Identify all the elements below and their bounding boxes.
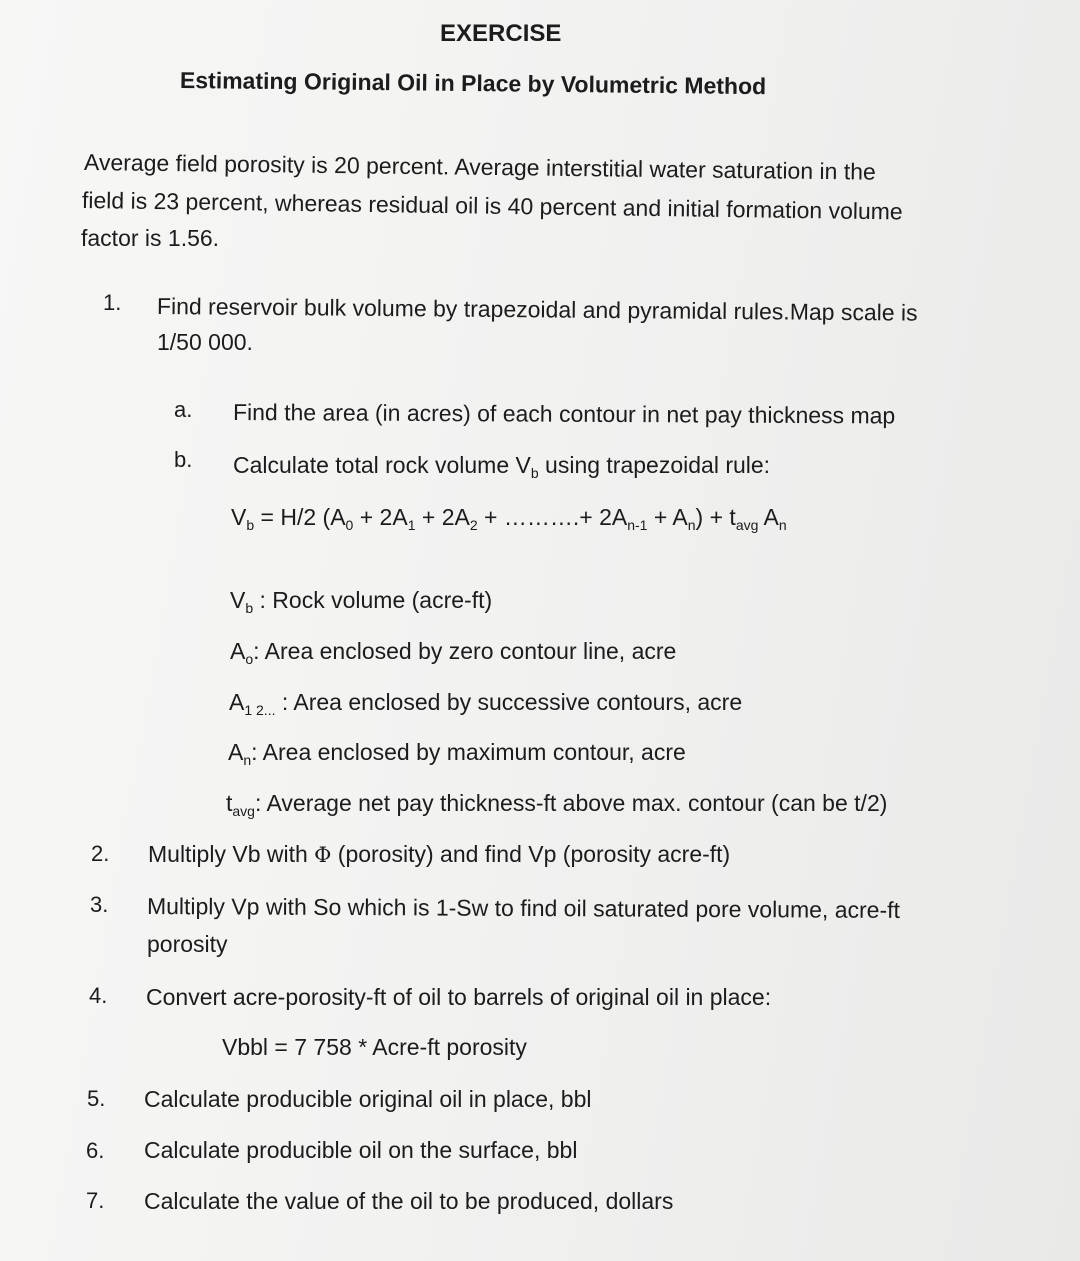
item-number: 6. <box>86 1138 105 1163</box>
item-number: 7. <box>86 1188 105 1213</box>
item-number: 5. <box>87 1086 106 1111</box>
intro-line: factor is 1.56. <box>81 225 220 251</box>
question-text: Multiply Vb with Φ (porosity) and find Vp (porosity acre-ft) <box>148 841 731 867</box>
question-text: Calculate the value of the oil to be produced, dollars <box>144 1188 674 1214</box>
item-number: 1. <box>103 290 122 315</box>
question-text: Convert acre-porosity-ft of oil to barrels of original oil in place: <box>146 984 772 1010</box>
question-text: porosity <box>147 931 228 957</box>
definition-line: $V_b$ : Rock volume (acre-ft) <box>230 587 493 616</box>
intro-line: field is 23 percent, whereas residual oil is 40 percent and initial formation volume <box>81 187 903 225</box>
question-text: Calculate total rock volume $V_b$ using trapezoidal rule: <box>233 452 771 481</box>
item-letter: b. <box>174 447 193 472</box>
phi-symbol: Φ <box>314 843 332 867</box>
definition-line: $A_n$: Area enclosed by maximum contour, acre <box>228 739 686 768</box>
conversion-formula: Vbbl = 7 758 * Acre-ft porosity <box>222 1034 527 1060</box>
question-text: 1/50 000. <box>157 329 253 355</box>
intro-line: Average field porosity is 20 percent. Average interstitial water saturation in the <box>83 149 876 185</box>
trapezoidal-formula: $V_b = H/2$ ($A_0 + 2A_1 + 2A_2$ + ……….+ $2A_{n-1} + A_n) + t_{avg}$ $A_n$ <box>231 504 787 533</box>
item-number: 2. <box>91 841 110 866</box>
question-text: Find reservoir bulk volume by trapezoidal and pyramidal rules.Map scale is <box>156 293 918 326</box>
item-number: 3. <box>90 892 109 917</box>
question-text: Find the area (in acres) of each contour in net pay thickness map <box>232 399 896 429</box>
item-letter: a. <box>174 397 193 422</box>
question-text: Multiply Vp with So which is 1-Sw to find oil saturated pore volume, acre-ft <box>146 893 900 923</box>
definition-line: $A_o$: Area enclosed by zero contour line, acre <box>230 638 677 667</box>
definition-line: $A_{1 2...}$ : Area enclosed by successive contours, acre <box>229 689 743 718</box>
title: EXERCISE <box>440 20 562 47</box>
item-number: 4. <box>89 983 108 1008</box>
question-text: Calculate producible oil on the surface, bbl <box>144 1137 578 1163</box>
question-text: Calculate producible original oil in place, bbl <box>144 1086 592 1112</box>
definition-line: $t_{avg}$: Average net pay thickness-ft above max. contour (can be t/2) <box>226 790 888 819</box>
subtitle: Estimating Original Oil in Place by Volumetric Method <box>179 67 767 100</box>
